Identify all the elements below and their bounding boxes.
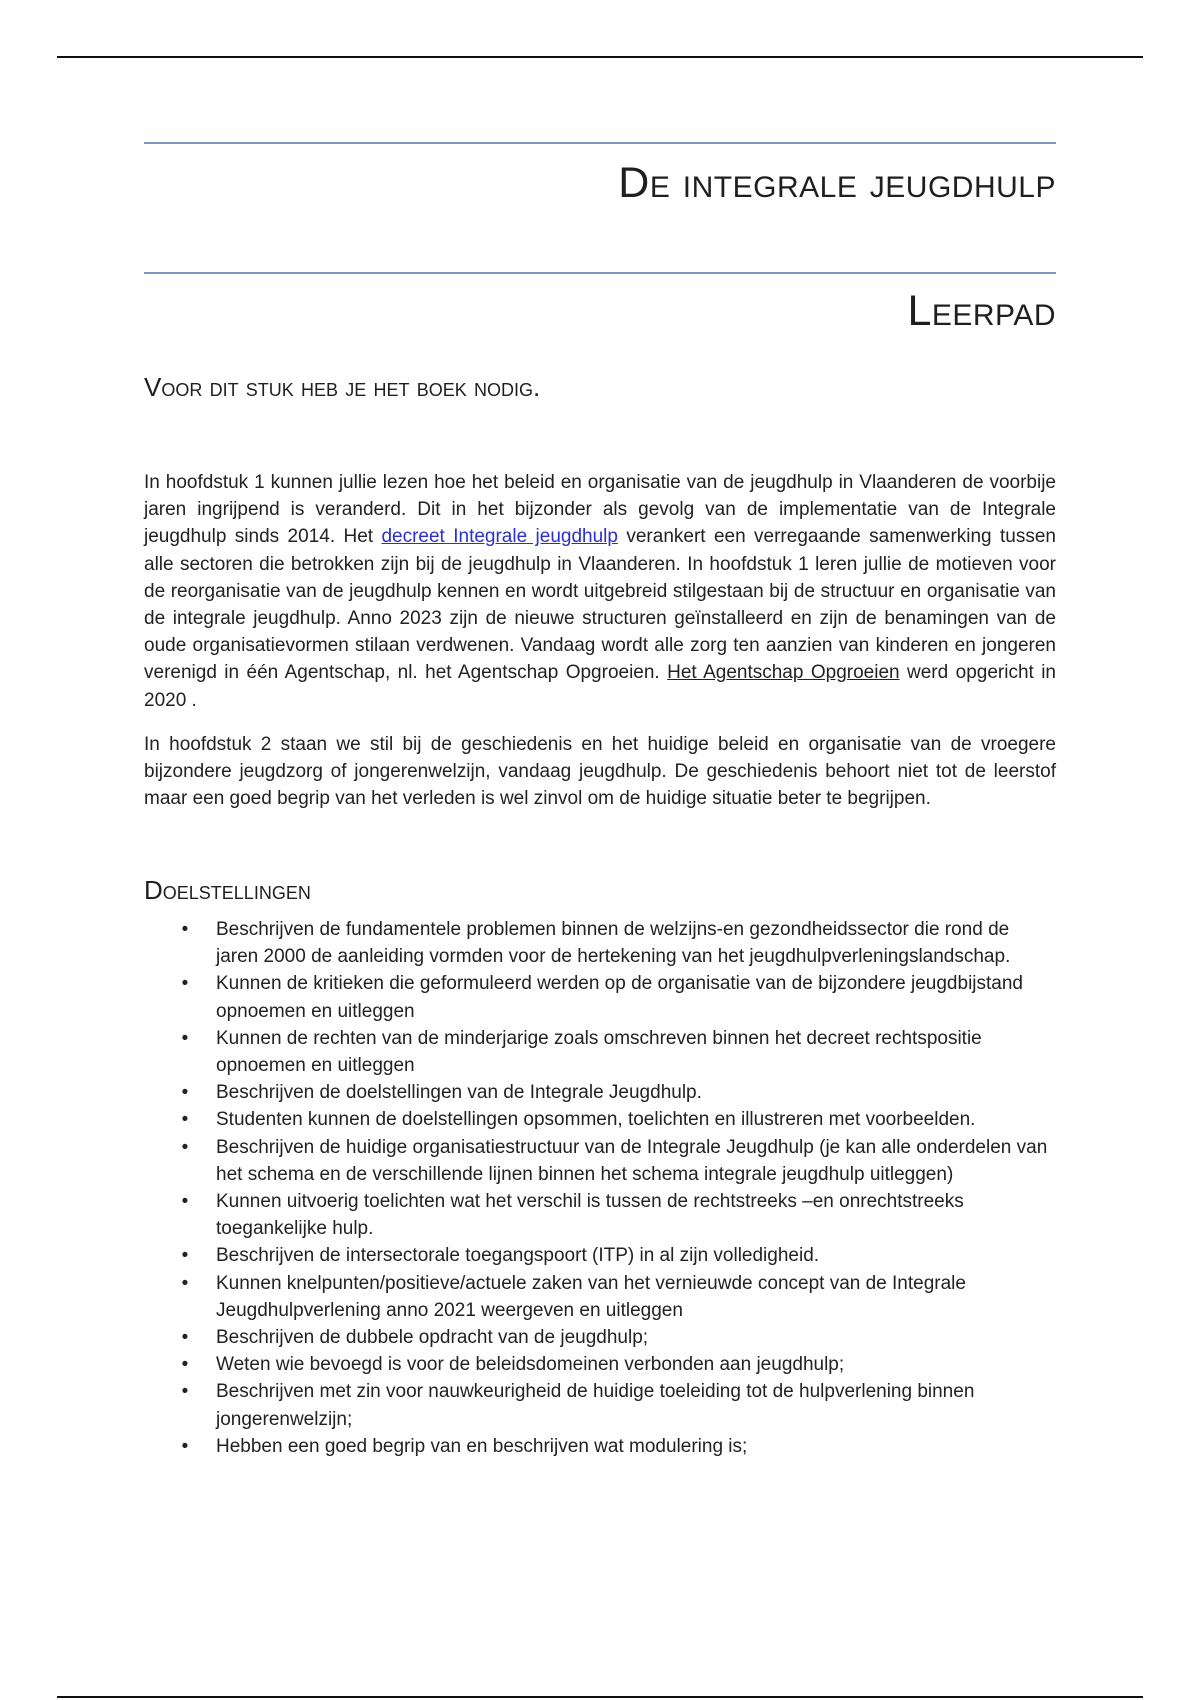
title-rule-top xyxy=(144,142,1056,144)
goal-text: Beschrijven met zin voor nauwkeurigheid de huidige toeleiding tot de hulpverlening binnen jongerenwelzijn; xyxy=(216,1381,975,1430)
goal-text: Hebben een goed begrip van en beschrijven wat modulering is; xyxy=(216,1435,748,1457)
goal-list-item xyxy=(144,1270,1056,1324)
intro-p1-text-start: In hoofdstuk 1 kunnen jullie lezen hoe het beleid en organisatie van de jeugdhulp in Vlaanderen de voorbije jaren ingrijpend is veranderd. Dit in het bijzonder als gevolg van de implementatie van de Integrale jeugdhulp sinds 2014. Het xyxy=(144,472,1056,548)
intro-p1-text-middle: verankert een verregaande samenwerking tussen alle sectoren die betrokken zijn bij de jeugdhulp in Vlaanderen. In hoofdstuk 1 leren jullie de motieven voor de reorganisatie van de jeugdhulp kennen en wordt uitgebreid stilgestaan bij de structuur en organisatie van de integrale jeugdhulp. Anno 2023 zijn de nieuwe structuren geïnstalleerd en zijn de benamingen van de oude organisatievormen stilaan verdwenen. Vandaag wordt alle zorg ten aanzien van kinderen en jongeren verenigd in één Agentschap, nl. het Agentschap Opgroeien. xyxy=(144,526,1056,684)
bullet-icon: • xyxy=(181,919,189,940)
intro-p1-text-end: werd opgericht in 2020 . xyxy=(144,662,1056,711)
bullet-icon: • xyxy=(181,1191,189,1213)
bullet-icon: • xyxy=(181,1245,189,1267)
intro-paragraph-1 xyxy=(144,469,1056,714)
goal-text: Weten wie bevoegd is voor de beleidsdomeinen verbonden aan jeugdhulp; xyxy=(216,1354,845,1376)
bullet-icon: • xyxy=(181,1327,189,1349)
bullet-icon: • xyxy=(181,1381,189,1403)
book-required-note: Voor dit stuk heb je het boek nodig. xyxy=(144,372,541,402)
goal-text: Kunnen de rechten van de minderjarige zoals omschreven binnen het decreet rechtspositie opnoemen en uitleggen xyxy=(216,1027,982,1077)
goal-list-item xyxy=(144,1433,1056,1460)
bullet-icon: • xyxy=(181,1354,189,1376)
goal-list-item xyxy=(144,970,1056,1024)
goal-text: Beschrijven de dubbele opdracht van de jeugdhulp; xyxy=(216,1327,649,1349)
intro-paragraph-2: In hoofdstuk 2 staan we stil bij de geschiedenis en het huidige beleid en organisatie van de vroegere bijzondere jeugdzorg of jongerenwelzijn, vandaag jeugdhulp. De geschiedenis behoort niet tot de leerstof maar een goed begrip van het verleden is wel zinvol om de huidige situatie beter te begrijpen. xyxy=(144,734,1056,810)
bullet-icon: • xyxy=(181,973,189,995)
title-rule-bottom xyxy=(144,272,1056,274)
goal-list-item xyxy=(144,916,1056,970)
document-title: De integrale jeugdhulp xyxy=(618,159,1056,207)
document-subtitle: Leerpad xyxy=(907,287,1056,335)
bullet-icon: • xyxy=(181,1136,189,1158)
goal-list-item xyxy=(144,1025,1056,1079)
goals-list xyxy=(144,916,1056,1460)
page-bottom-rule xyxy=(57,1696,1143,1698)
goal-text: Beschrijven de doelstellingen van de Integrale Jeugdhulp. xyxy=(216,1082,702,1104)
bullet-icon: • xyxy=(181,1272,189,1294)
decreet-integrale-jeugdhulp-link[interactable]: decreet Integrale jeugdhulp xyxy=(381,526,618,548)
goals-heading: Doelstellingen xyxy=(144,875,311,905)
goal-list-item xyxy=(144,1079,1056,1106)
bullet-icon: • xyxy=(181,1082,189,1104)
goal-text: Beschrijven de huidige organisatiestructuur van de Integrale Jeugdhulp (je kan alle onderdelen van het schema en de verschillende lijnen binnen het schema integrale jeugdhulp uitleggen) xyxy=(216,1136,1048,1185)
agentschap-opgroeien-link[interactable]: Het Agentschap Opgroeien xyxy=(667,662,900,684)
goal-list-item xyxy=(144,1106,1056,1133)
bullet-icon: • xyxy=(181,1435,189,1457)
goal-list-item xyxy=(144,1351,1056,1378)
goal-text: Beschrijven de fundamentele problemen binnen de welzijns-en gezondheidssector die rond de jaren 2000 de aanleiding vormden voor de hertekening van het jeugdhulpverleningslandschap. xyxy=(216,919,1011,968)
bullet-icon: • xyxy=(181,1027,189,1049)
goal-text: Studenten kunnen de doelstellingen opsommen, toelichten en illustreren met voorbeelden. xyxy=(216,1109,976,1131)
goal-text: Kunnen de kritieken die geformuleerd werden op de organisatie van de bijzondere jeugdbijstand opnoemen en uitleggen xyxy=(216,973,1023,1022)
goal-text: Kunnen knelpunten/positieve/actuele zaken van het vernieuwde concept van de Integrale Jeugdhulpverlening anno 2021 weergeven en uitleggen xyxy=(216,1272,966,1321)
goal-list-item xyxy=(144,1242,1056,1269)
goal-text: Kunnen uitvoerig toelichten wat het verschil is tussen de rechtstreeks –en onrechtstreeks toegankelijke hulp. xyxy=(216,1191,964,1240)
bullet-icon: • xyxy=(181,1109,189,1131)
page-top-rule xyxy=(57,56,1143,58)
goal-list-item xyxy=(144,1378,1056,1432)
goal-list-item xyxy=(144,1134,1056,1188)
goal-list-item xyxy=(144,1324,1056,1351)
goal-text: Beschrijven de intersectorale toegangspoort (ITP) in al zijn volledigheid. xyxy=(216,1245,820,1267)
goal-list-item xyxy=(144,1188,1056,1242)
